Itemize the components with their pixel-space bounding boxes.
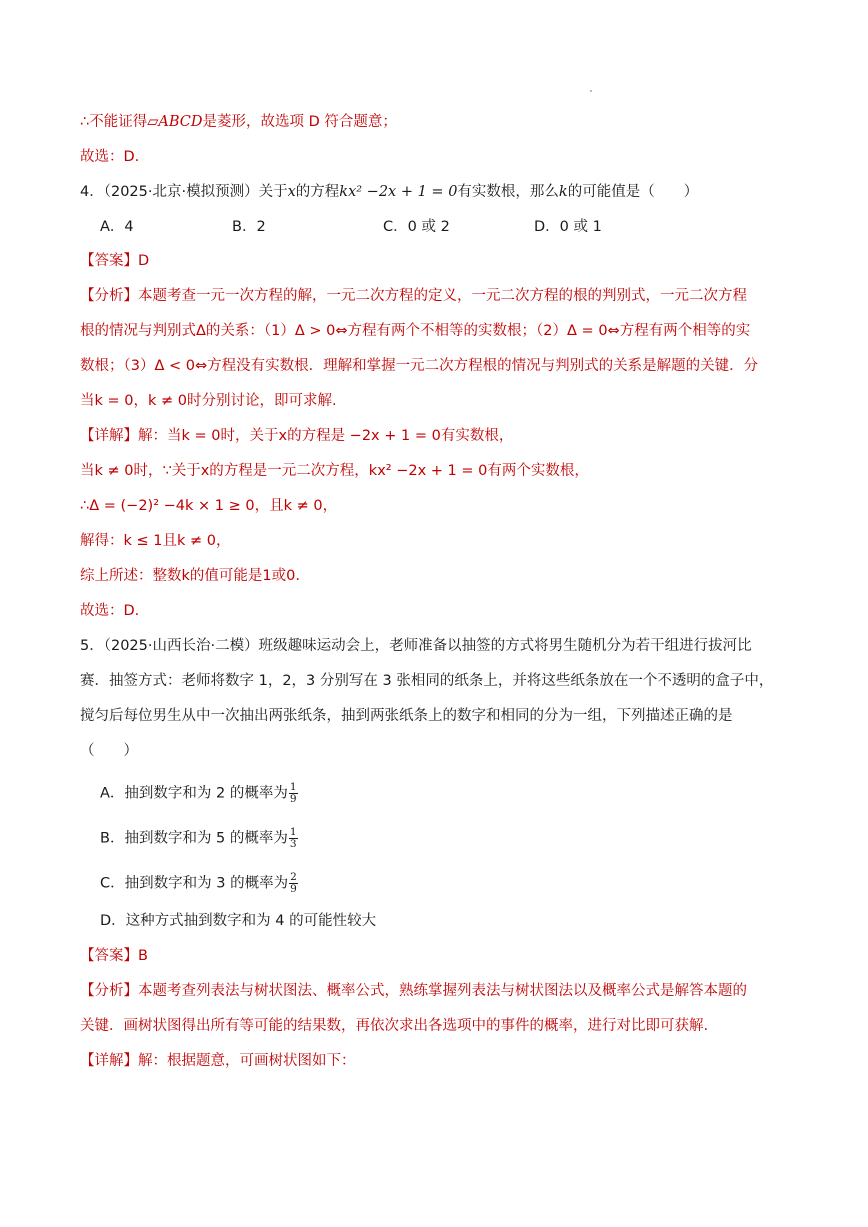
q4-number: 4． <box>80 184 104 200</box>
q5-option-b-numerator: 1 <box>289 826 297 838</box>
q5-option-c-fraction <box>289 872 298 895</box>
q5-option-a-numerator: 1 <box>289 781 297 793</box>
q5-option-b <box>100 827 298 850</box>
q4-answer: 【答案】D <box>80 253 150 269</box>
q4-source: （2025·北京·模拟预测） <box>103 184 259 200</box>
q4-analysis-line-4: 当k = 0，k ≠ 0时分别讨论，即可求解. <box>80 393 337 409</box>
q4-analysis-line-2: 根的情况与判别式Δ的关系：（1）Δ > 0⇔方程有两个不相等的实数根；（2）Δ = 0⇔方程有两个相等的实 <box>80 323 751 339</box>
q4-stem-t3: 有实数根，那么 <box>457 184 559 200</box>
q5-option-c-text: C．抽到数字和为 3 的概率为 <box>100 875 289 892</box>
q5-stem-line-3: 搅匀后每位男生从中一次抽出两张纸条，抽到两张纸条上的数字和相同的分为一组，下列描述正确的是 <box>80 708 733 724</box>
q5-option-c-numerator: 2 <box>290 871 297 883</box>
q4-var-k: k <box>558 184 568 200</box>
q4-stem-t2: 的方程 <box>295 184 340 200</box>
q4-analysis-line-3: 数根；（3）Δ < 0⇔方程没有实数根．理解和掌握一元二次方程根的情况与判别式的关系是解题的关键．分 <box>80 358 759 374</box>
q5-source: （2025·山西长治·二模） <box>103 638 259 654</box>
q4-stem-t1: 关于 <box>258 184 288 200</box>
q5-option-b-denominator: 3 <box>289 838 297 850</box>
q5-detail-line-1: 【详解】解：根据题意，可画树状图如下： <box>80 1053 356 1069</box>
q4-option-c: C．0 或 2 <box>383 219 450 235</box>
scan-dot <box>590 90 592 92</box>
q5-option-c-denominator: 9 <box>290 883 297 895</box>
q5-stem-line-1 <box>80 636 752 656</box>
q5-analysis-line-2: 关键．画树状图得出所有等可能的结果数，再依次求出各选项中的事件的概率，进行对比即可获解. <box>80 1018 709 1034</box>
q4-option-b: B．2 <box>232 219 266 235</box>
q5-answer: 【答案】B <box>80 948 148 964</box>
q5-option-a-fraction <box>289 782 298 805</box>
q4-detail-line-1: 【详解】解：当k = 0时，关于x的方程是 −2x + 1 = 0有实数根， <box>80 428 514 444</box>
prev-text-b: 是菱形，故选项 D 符合题意； <box>202 114 397 130</box>
q5-stem-line-4: （ ） <box>80 743 138 759</box>
q5-option-d: D．这种方式抽到数字和为 4 的可能性较大 <box>100 913 377 929</box>
q4-analysis-line-1: 【分析】本题考查一元一次方程的解，一元二次方程的定义，一元二次方程的根的判别式，一元二次方程 <box>80 288 747 304</box>
q4-var-x: x <box>287 184 296 200</box>
prev-math-abcd: ABCD <box>158 114 203 130</box>
q4-detail-line-5: 综上所述：整数k的值可能是1或0. <box>80 568 300 584</box>
q5-number: 5． <box>80 638 104 654</box>
q5-option-a-denominator: 9 <box>289 793 297 805</box>
q4-choose: 故选：D. <box>80 603 140 619</box>
prev-choose-line: 故选：D. <box>80 149 140 165</box>
q4-stem <box>80 182 698 202</box>
q4-detail-line-4: 解得：k ≤ 1且k ≠ 0， <box>80 533 231 549</box>
q4-option-d: D．0 或 1 <box>534 219 602 235</box>
q5-option-a <box>100 782 298 805</box>
q4-stem-t4: 的可能值是（ ） <box>567 184 699 200</box>
q4-equation: kx² −2x + 1 = 0 <box>339 184 458 200</box>
q5-stem-text-1: 班级趣味运动会上，老师准备以抽签的方式将男生随机分为若干组进行拔河比 <box>258 638 752 654</box>
q5-analysis-line-1: 【分析】本题考查列表法与树状图法、概率公式，熟练掌握列表法与树状图法以及概率公式是解答本题的 <box>80 983 747 999</box>
q5-stem-line-2: 赛．抽签方式：老师将数字 1，2，3 分别写在 3 张相同的纸条上，并将这些纸条放在一个不透明的盒子中， <box>80 673 774 689</box>
parallelogram-symbol: ▱ <box>147 114 159 130</box>
q5-option-b-text: B．抽到数字和为 5 的概率为 <box>100 830 288 847</box>
prev-conclusion-line <box>80 112 397 132</box>
q5-option-a-text: A．抽到数字和为 2 的概率为 <box>100 785 288 802</box>
q4-option-a: A．4 <box>100 219 134 235</box>
q5-option-c <box>100 872 298 895</box>
prev-text-a: ∴不能证得 <box>80 114 148 130</box>
q4-detail-line-3: ∴Δ = (−2)² −4k × 1 ≥ 0，且k ≠ 0， <box>80 498 338 514</box>
q4-detail-line-2: 当k ≠ 0时，∵关于x的方程是一元二次方程，kx² −2x + 1 = 0有两个实数根， <box>80 463 589 479</box>
q5-option-b-fraction <box>289 827 298 850</box>
